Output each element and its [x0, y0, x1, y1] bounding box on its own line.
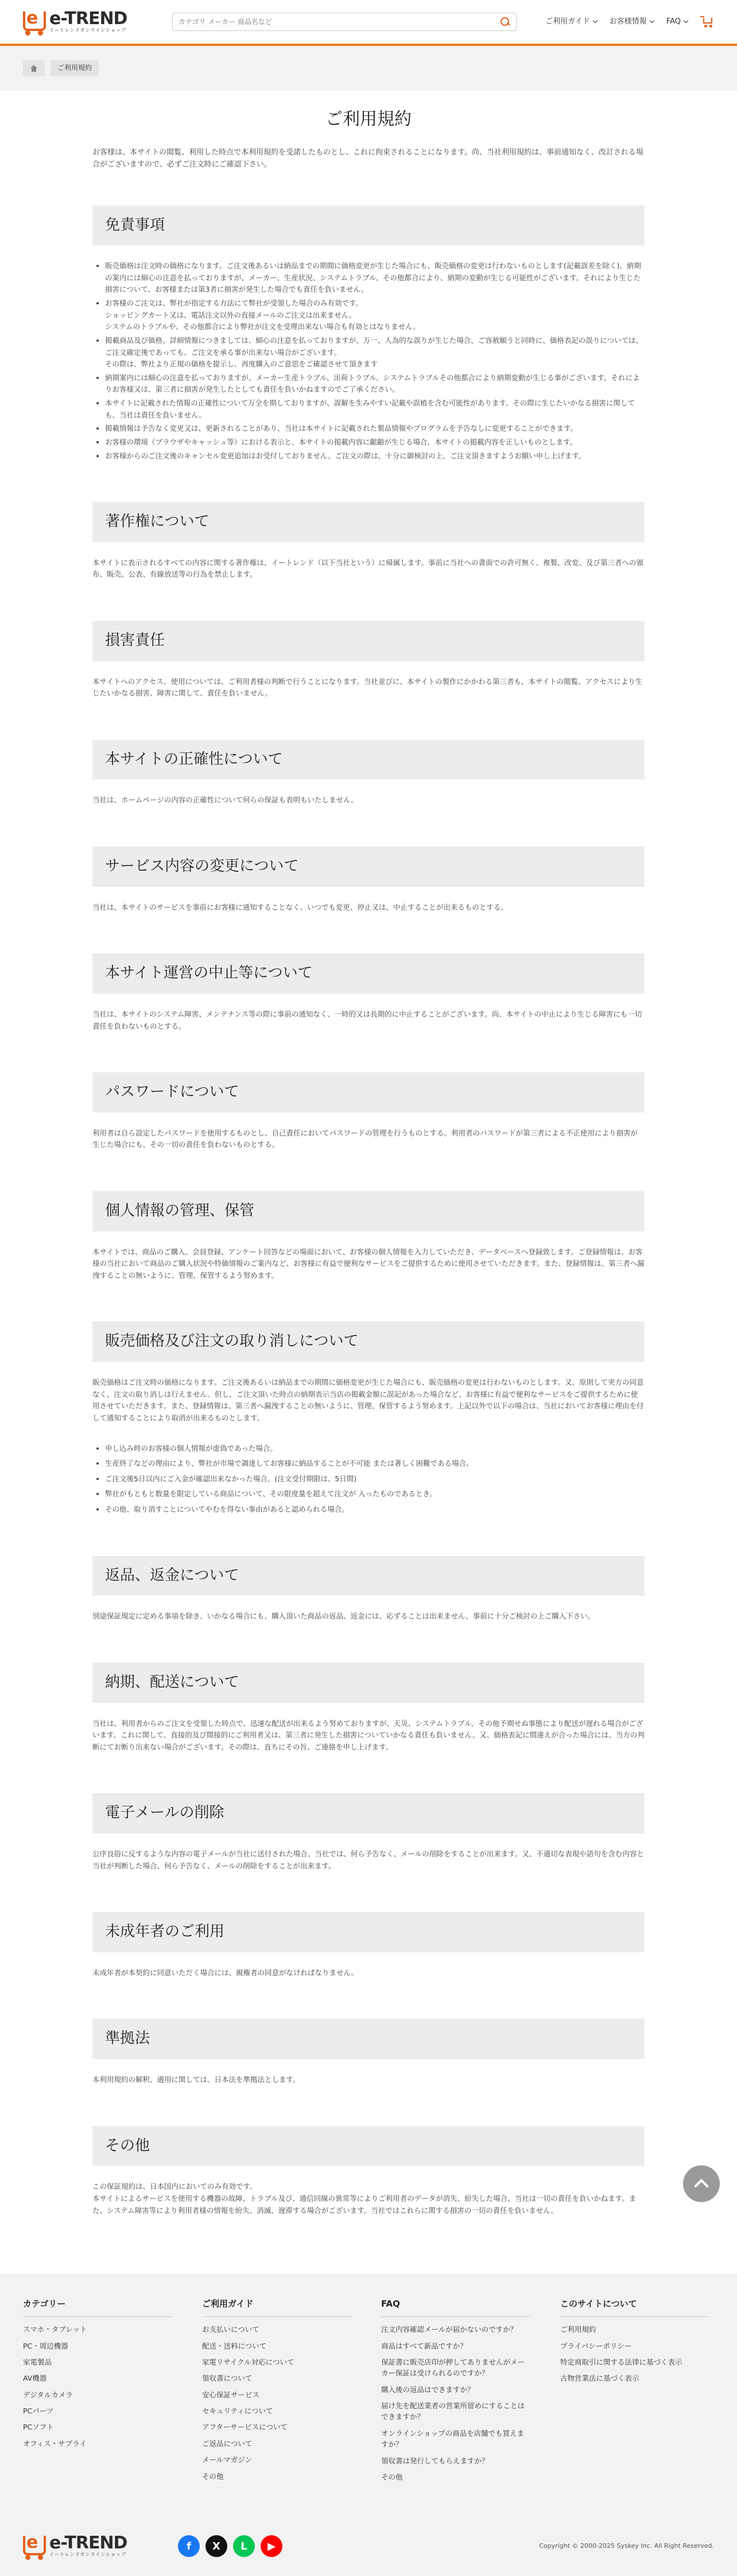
- footer-link[interactable]: セキュリティについて: [202, 2407, 273, 2415]
- footer-link-list: [560, 2324, 709, 2384]
- footer-link[interactable]: PC・周辺機器: [23, 2341, 68, 2350]
- footer-column-title: ご利用ガイド: [202, 2297, 351, 2317]
- footer-link[interactable]: 購入後の返品はできますか？: [381, 2385, 475, 2394]
- footer-link-list: [202, 2324, 351, 2482]
- footer-link[interactable]: 商品はすべて新品ですか？: [381, 2341, 467, 2350]
- section-heading: 免責事項: [92, 206, 645, 246]
- site-logo[interactable]: [23, 9, 149, 34]
- section-heading: 電子メールの削除: [92, 1793, 645, 1833]
- footer-link[interactable]: 特定商取引に関する法律に基づく表示: [560, 2357, 682, 2366]
- section-heading: パスワードについて: [92, 1072, 645, 1113]
- terms-section: [92, 502, 645, 581]
- footer-link[interactable]: 古物営業法に基づく表示: [560, 2374, 639, 2383]
- section-text: 未成年者が本契約に同意いただく場合には、親権者の同意がなければなりません。: [92, 1968, 359, 1977]
- section-text: 販売価格はご注文時の価格になります。ご注文後あるいは納品までの期間に価格変更が生じた場合にも、販売価格の変更は行わないものとします。又、原則して実方の同意なく、注文の取り消しは行えません。但し、ご注文頂いた時点の納期表示当店の掲載金額に誤記があった場合など、お客様に有益で便利なサービスをご提供するために使用させていただきます。また、登録情報は、第三者へ漏洩することの無いように、管理、保管するよう努めます。上記以外で以下の場合は、当社においてお客様に理由を付して通知することにより取消が出来るものとします。: [92, 1378, 644, 1422]
- terms-section: [92, 2019, 645, 2085]
- list-item: • ご注文後5日以内にご入金が確認出来なかった場合。(注文受付期限は、5日間): [105, 1473, 645, 1485]
- page-intro: お客様は、本サイトの閲覧、利用した時点で本利用規約を受諾したものとし、これに拘束されることになります。尚、当社利用規約は、事前通知なく、改訂される場合がございますので、必ずご注文時にご確認下さい。: [92, 148, 643, 169]
- footer-columns: [23, 2297, 714, 2488]
- section-heading: 著作権について: [92, 502, 645, 542]
- youtube-icon[interactable]: ▶: [261, 2535, 282, 2557]
- breadcrumb: [0, 46, 737, 91]
- terms-section: [92, 2126, 645, 2216]
- footer-link[interactable]: ご利用規約: [560, 2325, 596, 2334]
- cart-logo-icon: e: [23, 9, 46, 34]
- header-nav: [545, 16, 714, 28]
- footer-link[interactable]: 届け先を配送業者の営業所留めにすることはできますか？: [381, 2401, 525, 2421]
- list-item: • 申し込み時のお客様の個人情報が虚偽であった場合。: [105, 1443, 645, 1455]
- section-heading: 準拠法: [92, 2019, 645, 2059]
- list-item: • お客様の環境（ブラウザやキャッシュ等）における表示と、本サイトの掲載内容に齟齬が生じる場合、本サイトの掲載内容を正しいものとします。: [105, 437, 645, 449]
- footer-column: [560, 2297, 709, 2488]
- section-text: 当社は、本サイトのシステム障害、メンテナンス等の際に事前の通知なく、一時的又は長期的に中止することがございます。尚、本サイトの中止により生じる障害にも一切責任を負わないものとする。: [92, 1009, 642, 1030]
- footer-link[interactable]: 安心保証サービス: [202, 2390, 260, 2399]
- scroll-to-top-button[interactable]: [683, 2165, 720, 2202]
- footer-link[interactable]: デジタルカメラ: [23, 2390, 73, 2399]
- footer-link[interactable]: 家電リサイクル対応について: [202, 2357, 294, 2366]
- terms-section: [92, 1322, 645, 1515]
- footer-column: [202, 2297, 351, 2488]
- section-text: 当社は、利用者からのご注文を受領した時点で、迅速な配送が出来るよう努めておりますが、天災、システムトラブル、その他予期せぬ事態により配送が遅れる場合がございます。これに関して、直接的及び間接的にご利用者又は、第三者に発生した損害についていかなる責任も負いません。又、価格表記に間違えが合った場合には、当方の判断にてお断り出来ない場合がございます。その際は、直ちにその旨、ご連絡を申し上げます。: [92, 1718, 645, 1751]
- footer-bottom: [23, 2533, 714, 2559]
- nav-customer-info[interactable]: お客様情報: [610, 16, 654, 28]
- section-list: [105, 1443, 645, 1516]
- section-heading: 返品、返金について: [92, 1556, 645, 1596]
- list-item: • 掲載商品及び価格、詳細情報につきましては、細心の注意を払っておりますが、万一、人為的な誤りが生じた場合、ご容赦願うと同時に、価格表記の誤りについては、ご注文確定後であっても、ご注文を承る事が出来ない場合がございます。 その際は、弊社より正規の価格を提示し、再度購入のご意思をご確認させて頂きます: [105, 335, 645, 370]
- home-icon: [30, 65, 38, 72]
- section-heading: サービス内容の変更について: [92, 847, 645, 887]
- logo-name: e-TREND: [49, 9, 127, 29]
- section-text: 本サイトへのアクセス、使用については、ご利用者様の判断で行うことになります。当社並びに、本サイトの製作にかかわる第三者も、本サイトの閲覧、アクセスにより生じたいかなる損害、障害に関して、責任を負いません。: [92, 677, 643, 698]
- footer-link[interactable]: 保証書に販売店印が押してありませんがメーカー保証は受けられるのですか？: [381, 2357, 525, 2378]
- footer-link[interactable]: スマホ・タブレット: [23, 2325, 87, 2334]
- chevron-down-icon: [684, 18, 688, 23]
- terms-section: [92, 953, 645, 1032]
- footer-logo-name: e-TREND: [49, 2533, 127, 2554]
- section-text: 当社は、ホームページの内容の正確性について何らの保証も表明もいたしません。: [92, 795, 358, 805]
- footer-logo-subtitle: イートレンドオンラインショップ: [49, 2552, 126, 2558]
- terms-section: [92, 740, 645, 806]
- footer-logo[interactable]: [23, 2533, 149, 2559]
- footer-link[interactable]: 領収書について: [202, 2374, 253, 2383]
- search-input[interactable]: [179, 18, 500, 26]
- footer-link[interactable]: 領収書は発行してもらえますか？: [381, 2456, 489, 2465]
- footer-column-title: このサイトについて: [560, 2297, 709, 2317]
- terms-section: [92, 1556, 645, 1623]
- section-text: 本サイトでは、商品のご購入、会員登録、アンケート回答などの場面において、お客様の個人情報を入力していただき、データベースへ登録致します。ご登録情報は、お客様の当社において商品のご購入状況や特価情報のご案内など、お客様に有益で便利なサービスをご提供するために使用させていただきます。また、登録情報は、第三者へ漏洩することの無いように、管理、保管するよう努めます。: [92, 1247, 645, 1280]
- line-icon[interactable]: L: [233, 2535, 255, 2557]
- footer-link[interactable]: 注文内容確認メールが届かないのですか？: [381, 2325, 518, 2334]
- footer-link[interactable]: お支払いについて: [202, 2325, 259, 2334]
- breadcrumb-current: ご利用規約: [51, 60, 99, 76]
- x-icon[interactable]: X: [205, 2535, 227, 2557]
- footer-column: [23, 2297, 172, 2488]
- footer-link[interactable]: 配送・送料について: [202, 2341, 267, 2350]
- list-item: • お客様のご注文は、弊社が指定する方法にて弊社が受領した場合のみ有効です。 ショッピングカート又は、電話注文以外の直接メールのご注文は出来ません。 システムのトラブルや、その他都合により弊社が注文を受理出来ない場合も有効とはなりません。: [105, 298, 645, 333]
- section-text: 本サイトに表示されるすべての内容に関する著作権は、イートレンド（以下当社という）に帰属します。事前に当社への書面での許可無く、複製、改変、及び第三者への頒布、販売、公表、有線放送等の行為を禁止します。: [92, 558, 643, 579]
- list-item: • 納期案内には細心の注意を払っておりますが、メーカー生産トラブル、出荷トラブル、システムトラブルその他都合により納期変動が生じる事がございます。それによりお客様又は、第三者に損害が発生したとしても責任を負いかねますのでご了承ください。: [105, 372, 645, 396]
- section-text: 公序良俗に反するような内容の電子メールが当社に送付された場合、当社では、何ら予告なく、メールの削除をすることが出来ます。又、不適切な表現や語句を含む内容と当社が判断した場合、何ら予告なく、メールの削除をすることが出来ます。: [92, 1849, 644, 1870]
- section-text: この保証規約は、日本国内においてのみ有効です。 本サイトによるサービスを使用する機器の故障、トラブル及び、通信回線の異常等によりご利用者のデータが消失、紛失した場合、当社は一切の責任を負いかねます。また、システム障害等により利用者様の情報を紛失、消滅、遅滞する場合がございます。当社ではこれらに関する損害の一切の責任を負いません。: [92, 2182, 637, 2215]
- search-icon[interactable]: [500, 17, 510, 27]
- footer-link[interactable]: オンラインショップの商品を店舗でも買えますか？: [381, 2428, 525, 2449]
- section-list: [105, 260, 645, 462]
- terms-section: [92, 1072, 645, 1151]
- page-title: ご利用規約: [325, 109, 412, 129]
- section-heading: 納期、配送について: [92, 1663, 645, 1703]
- footer-link[interactable]: オフィス・サプライ: [23, 2439, 87, 2448]
- section-heading: 個人情報の管理、保管: [92, 1191, 645, 1231]
- section-text: 利用者は自ら設定したパスワードを使用するものとし、自己責任においてパスワードの管理を行うものとする。利用者のパスワードが第三者による不正使用により損害が生じた場合にも、その一切の責任を負わないものとする。: [92, 1128, 638, 1149]
- breadcrumb-home[interactable]: [23, 60, 45, 76]
- footer-column-title: カテゴリー: [23, 2297, 172, 2317]
- site-header: [0, 0, 737, 46]
- footer-link[interactable]: メールマガジン: [202, 2455, 252, 2465]
- footer-link[interactable]: ご返品について: [202, 2439, 253, 2448]
- section-heading: 販売価格及び注文の取り消しについて: [92, 1322, 645, 1362]
- terms-section: [92, 1793, 645, 1872]
- footer-link-list: [23, 2324, 172, 2449]
- section-heading: 本サイトの正確性について: [92, 740, 645, 780]
- section-heading: 損害責任: [92, 621, 645, 661]
- terms-sections: [92, 206, 645, 2217]
- footer-column: [381, 2297, 530, 2488]
- list-item: • お客様からのご注文後のキャンセル変更追加はお受付しておりません。ご注文の際は、十分に御検討の上、ご注文頂きますようお願い申し上げます。: [105, 450, 645, 462]
- section-text: 当社は、本サイトのサービスを事前にお客様に通知することなく、いつでも変更、停止又は、中止することが出来るものとする。: [92, 902, 508, 912]
- chevron-down-icon: [650, 18, 654, 23]
- social-links: [178, 2535, 282, 2557]
- chevron-up-icon: [694, 2179, 708, 2193]
- footer-link[interactable]: PCソフト: [23, 2423, 54, 2432]
- section-text: 本利用規約の解釈、適用に関しては、日本法を準拠法とします。: [92, 2075, 300, 2084]
- footer-column-title: FAQ: [381, 2297, 530, 2317]
- section-heading: 未成年者のご利用: [92, 1912, 645, 1952]
- footer-link[interactable]: その他: [202, 2471, 224, 2481]
- terms-section: [92, 1912, 645, 1979]
- list-item: • 販売価格は注文時の価格になります。ご注文後あるいは納品までの期間に価格変更が生じた場合にも、販売価格の変更は行わないものとします(記載誤差を除く)。納期の案内には細心の注意を払っておりますが、メーカー、生産状況、システムトラブル、その他都合により、納期の変動が生じる可能性がございます。それにより生じた損害について、お客様または第3者に損害が発生した場合でも責任を負いません。: [105, 260, 645, 296]
- search-box: [172, 13, 517, 31]
- list-item: • その他、取り消すことについてやむを得ない事由があると認められる場合。: [105, 1504, 645, 1516]
- chevron-down-icon: [593, 18, 598, 23]
- cart-logo-icon: e: [23, 2533, 46, 2559]
- section-heading: 本サイト運営の中止等について: [92, 953, 645, 994]
- section-heading: その他: [92, 2126, 645, 2166]
- cart-icon[interactable]: [700, 16, 714, 28]
- footer-link[interactable]: PCパーツ: [23, 2407, 54, 2415]
- list-item: • 弊社がもともと数量を限定している商品について、その限度量を超えて注文が 入ったものであるとき。: [105, 1488, 645, 1500]
- logo-subtitle: イートレンドオンラインショップ: [49, 28, 126, 33]
- nav-guide[interactable]: ご利用ガイド: [545, 16, 597, 28]
- footer-link[interactable]: アフターサービスについて: [202, 2423, 288, 2432]
- site-footer: [0, 2274, 737, 2576]
- footer-link[interactable]: AV機器: [23, 2374, 47, 2383]
- terms-section: [92, 1663, 645, 1753]
- section-text: 別途保証規定に定める事項を除き、いかなる場合にも、購入頂いた商品の返品、返金には、応ずることは出来ません。事前に十分ご検討の上ご購入下さい。: [92, 1612, 595, 1621]
- footer-link[interactable]: プライバシーポリシー: [560, 2341, 632, 2350]
- terms-section: [92, 847, 645, 913]
- main-content: [92, 91, 645, 2274]
- list-item: • 本サイトに記載された情報の正確性について万全を期しておりますが、誤解を生みやすい記載や誤植を含む可能性があります。その際に生じたいかなる損害に関しても、当社は責任を負いません。: [105, 397, 645, 421]
- terms-section: [92, 621, 645, 700]
- terms-section: [92, 1191, 645, 1281]
- nav-faq[interactable]: FAQ: [666, 16, 688, 28]
- copyright: Copyright © 2000-2025 Syskey Inc. All Right Reserved.: [539, 2542, 714, 2550]
- facebook-icon[interactable]: f: [178, 2535, 200, 2557]
- terms-section: [92, 206, 645, 462]
- footer-link-list: [381, 2324, 530, 2482]
- footer-link[interactable]: その他: [381, 2472, 403, 2481]
- list-item: • 生産終了などの理由により、弊社が市場で調達してお客様に納品することが不可能 または著しく困難である場合。: [105, 1458, 645, 1470]
- footer-link[interactable]: 家電製品: [23, 2357, 52, 2366]
- list-item: • 掲載情報は予告なく変更又は、更新されることがあり、当社は本サイトに記載された製品情報やプログラムを予告なしに変更することができます。: [105, 423, 645, 435]
